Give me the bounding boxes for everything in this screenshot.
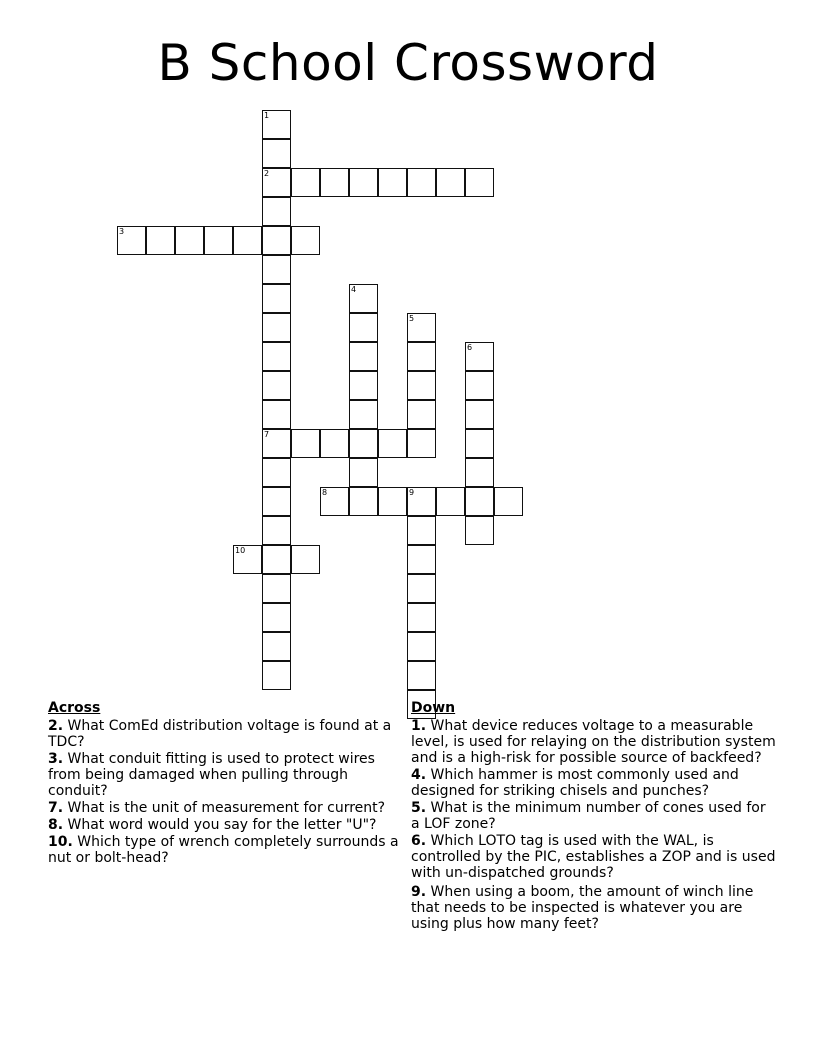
grid-cell[interactable] <box>262 226 291 255</box>
grid-cell[interactable] <box>262 342 291 371</box>
grid-cell[interactable] <box>175 226 204 255</box>
clue-text: What is the unit of measurement for current? <box>63 800 386 816</box>
clue-across-8 <box>48 817 404 833</box>
grid-cell[interactable] <box>465 458 494 487</box>
grid-cell[interactable] <box>349 429 378 458</box>
grid-cell[interactable] <box>233 226 262 255</box>
clue-down-5 <box>411 800 776 832</box>
grid-cell[interactable] <box>262 197 291 226</box>
grid-cell[interactable] <box>291 226 320 255</box>
clue-across-3 <box>48 751 404 799</box>
clue-number: 5. <box>411 800 427 816</box>
grid-cell[interactable] <box>465 371 494 400</box>
grid-cell[interactable] <box>407 313 436 342</box>
page-title: B School Crossword <box>157 34 659 92</box>
cell-number: 6 <box>467 343 473 352</box>
grid-cell[interactable] <box>465 429 494 458</box>
clue-number: 2. <box>48 718 64 734</box>
grid-cell[interactable] <box>262 574 291 603</box>
clue-number: 3. <box>48 751 64 767</box>
grid-cell[interactable] <box>407 603 436 632</box>
clue-text: Which type of wrench completely surrounds a nut or bolt-head? <box>48 834 399 866</box>
cell-number: 3 <box>119 227 125 236</box>
clue-text: What conduit fitting is used to protect wires from being damaged when pulling through conduit? <box>48 751 375 799</box>
grid-cell[interactable] <box>262 139 291 168</box>
grid-cell[interactable] <box>436 168 465 197</box>
cell-number: 8 <box>322 488 328 497</box>
grid-cell[interactable] <box>291 168 320 197</box>
grid-cell[interactable] <box>262 313 291 342</box>
grid-cell[interactable] <box>407 516 436 545</box>
grid-cell[interactable] <box>465 400 494 429</box>
grid-cell[interactable] <box>349 371 378 400</box>
clue-number: 8. <box>48 817 64 833</box>
cell-number: 7 <box>264 430 270 439</box>
cell-number: 4 <box>351 285 357 294</box>
grid-cell[interactable] <box>407 632 436 661</box>
grid-cell[interactable] <box>407 371 436 400</box>
clue-down-1 <box>411 718 776 766</box>
clue-across-7 <box>48 800 404 816</box>
grid-cell[interactable] <box>378 429 407 458</box>
grid-cell[interactable] <box>407 342 436 371</box>
grid-cell[interactable] <box>378 487 407 516</box>
clue-number: 1. <box>411 718 427 734</box>
grid-cell[interactable] <box>349 342 378 371</box>
clue-number: 6. <box>411 833 427 849</box>
cell-number: 10 <box>235 546 246 555</box>
grid-cell[interactable] <box>262 458 291 487</box>
grid-cell[interactable] <box>349 284 378 313</box>
clue-down-4 <box>411 767 776 799</box>
grid-cell[interactable] <box>233 545 262 574</box>
clue-number: 10. <box>48 834 73 850</box>
grid-cell[interactable] <box>349 313 378 342</box>
grid-cell[interactable] <box>407 400 436 429</box>
grid-cell[interactable] <box>117 226 146 255</box>
cell-number: 9 <box>409 488 415 497</box>
grid-cell[interactable] <box>465 487 494 516</box>
grid-cell[interactable] <box>378 168 407 197</box>
grid-cell[interactable] <box>465 342 494 371</box>
clue-text: What ComEd distribution voltage is found at a TDC? <box>48 718 392 750</box>
clue-text: What word would you say for the letter "U"? <box>63 817 377 833</box>
grid-cell[interactable] <box>262 545 291 574</box>
grid-cell[interactable] <box>262 284 291 313</box>
cell-number: 2 <box>264 169 270 178</box>
grid-cell[interactable] <box>436 487 465 516</box>
grid-cell[interactable] <box>262 632 291 661</box>
clue-down-6 <box>411 833 776 881</box>
grid-cell[interactable] <box>262 400 291 429</box>
cell-number: 5 <box>409 314 415 323</box>
grid-cell[interactable] <box>262 661 291 690</box>
grid-cell[interactable] <box>407 574 436 603</box>
down-heading: Down <box>411 700 456 716</box>
grid-cell[interactable] <box>262 516 291 545</box>
grid-cell[interactable] <box>262 371 291 400</box>
clue-text: Which hammer is most commonly used and designed for striking chisels and punches? <box>411 767 739 799</box>
grid-cell[interactable] <box>407 487 436 516</box>
grid-cell[interactable] <box>349 168 378 197</box>
clue-number: 4. <box>411 767 427 783</box>
grid-cell[interactable] <box>262 603 291 632</box>
clue-across-2 <box>48 718 404 750</box>
grid-cell[interactable] <box>349 458 378 487</box>
grid-cell[interactable] <box>291 545 320 574</box>
grid-cell[interactable] <box>349 487 378 516</box>
grid-cell[interactable] <box>349 400 378 429</box>
grid-cell[interactable] <box>407 545 436 574</box>
across-heading: Across <box>48 700 101 716</box>
clue-across-10 <box>48 834 404 866</box>
grid-cell[interactable] <box>465 516 494 545</box>
grid-cell[interactable] <box>146 226 175 255</box>
grid-cell[interactable] <box>407 429 436 458</box>
cell-number: 1 <box>264 111 270 120</box>
grid-cell[interactable] <box>320 168 349 197</box>
clue-text: What device reduces voltage to a measurable level, is used for relaying on the distribution system and is a high-risk for possible source of backfeed? <box>411 718 776 766</box>
grid-cell[interactable] <box>320 429 349 458</box>
across-clues <box>48 700 404 867</box>
grid-cell[interactable] <box>291 429 320 458</box>
grid-cell[interactable] <box>320 487 349 516</box>
clue-text: Which LOTO tag is used with the WAL, is controlled by the PIC, establishes a ZOP and is used with un-dispatched grounds? <box>411 833 776 881</box>
clue-number: 7. <box>48 800 64 816</box>
grid-cell[interactable] <box>494 487 523 516</box>
clue-down-9 <box>411 884 776 932</box>
grid-cell[interactable] <box>262 255 291 284</box>
grid-cell[interactable] <box>262 168 291 197</box>
grid-cell[interactable] <box>407 168 436 197</box>
grid-cell[interactable] <box>204 226 233 255</box>
clue-text: What is the minimum number of cones used for a LOF zone? <box>411 800 766 832</box>
grid-cell[interactable] <box>262 487 291 516</box>
clue-text: When using a boom, the amount of winch line that needs to be inspected is whatever you are using plus how many feet? <box>411 884 754 932</box>
down-clues <box>411 700 776 933</box>
grid-cell[interactable] <box>262 429 291 458</box>
grid-cell[interactable] <box>465 168 494 197</box>
clue-number: 9. <box>411 884 427 900</box>
grid-cell[interactable] <box>262 110 291 139</box>
grid-cell[interactable] <box>407 661 436 690</box>
